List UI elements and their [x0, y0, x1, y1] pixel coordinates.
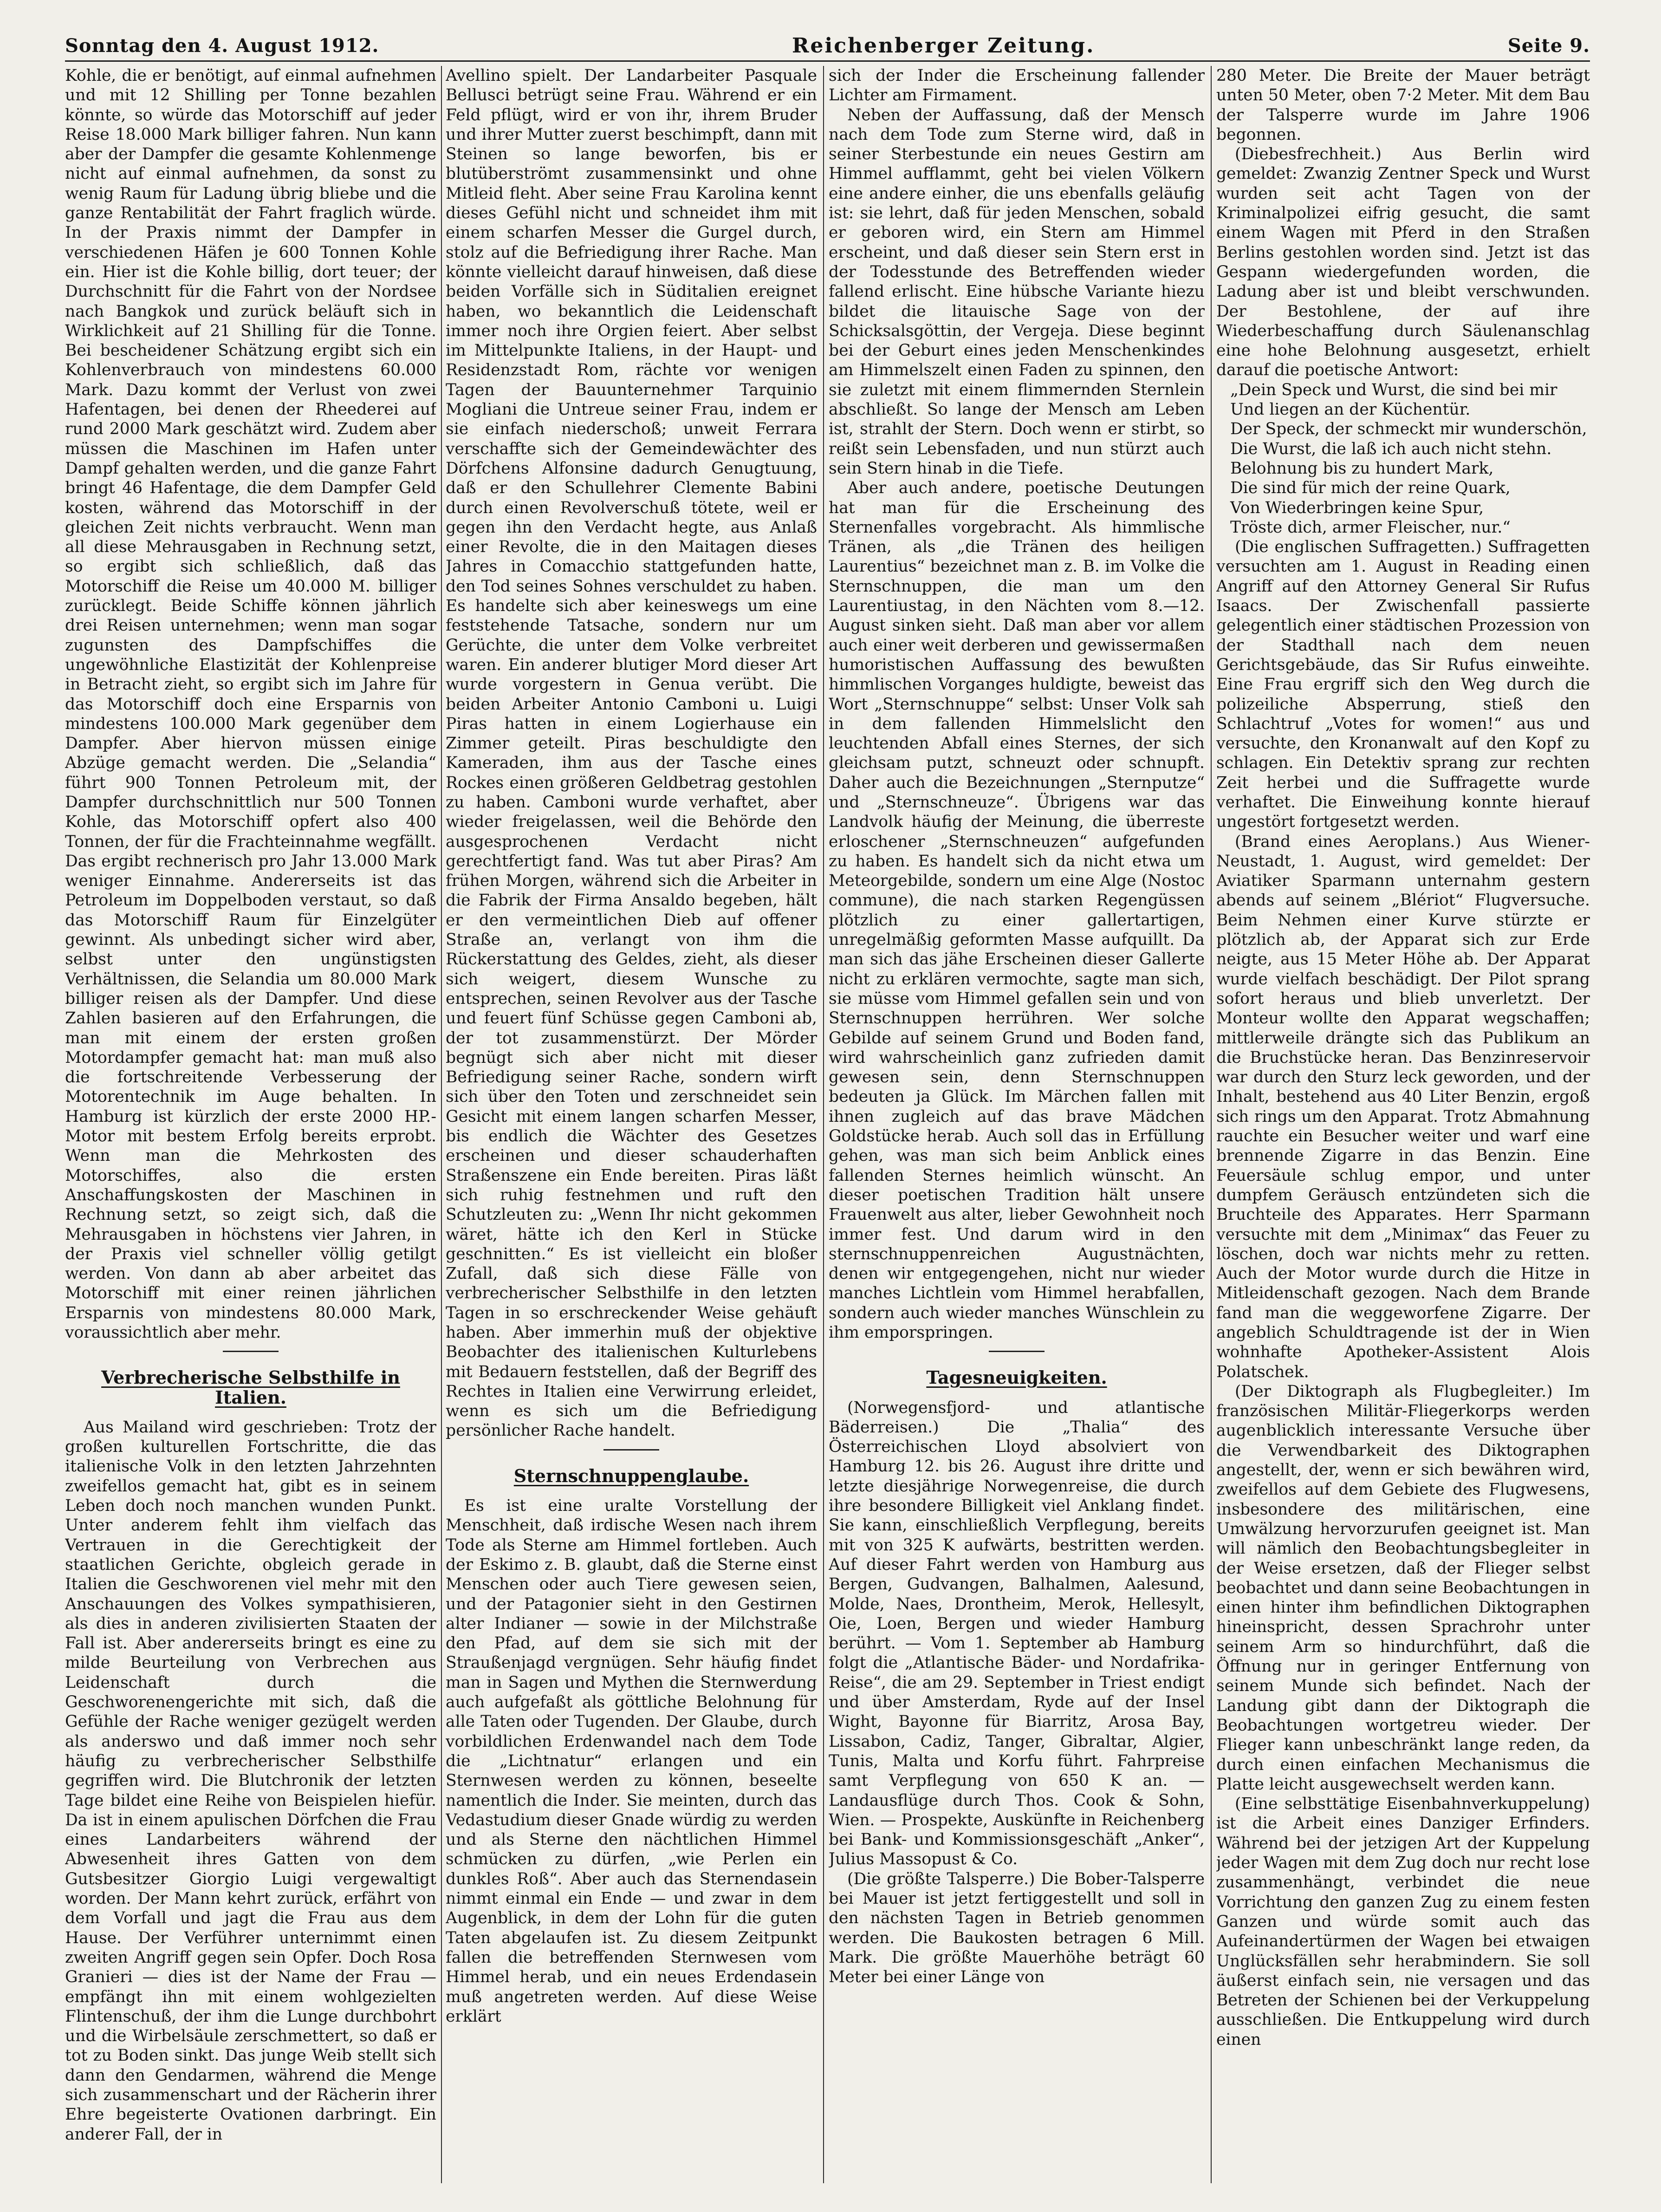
newspaper-title: Reichenberger Zeitung. — [792, 33, 1095, 58]
poem-line: Und liegen an der Küchentür. — [1230, 400, 1471, 419]
poem-line: Belohnung bis zu hundert Mark, — [1230, 459, 1494, 478]
article-divider — [223, 1351, 279, 1352]
poem-line: Die Wurst, die laß ich auch nicht stehn. — [1230, 439, 1552, 458]
column-divider — [1211, 66, 1212, 2183]
article-sternschnuppen-continued: sich der Inder die Erscheinung fallender Lichter am Firmament. — [829, 66, 1205, 105]
issue-date: Sonntag den 4. August 1912. — [65, 34, 379, 57]
column-divider — [441, 66, 442, 2183]
article-motorschiff-continued: Kohle, die er benötigt, auf einmal aufnehmen und mit 12 Shilling per Tonne bezahlen könnte, so würde das Motorschiff auf jeder Reise 18.000 Mark billiger fahren. Nun kann aber der Dampfer die gesamte Kohlenmenge nicht auf einmal aufnehmen, da sonst zu wenig Raum für Ladung übrig bliebe und die ganze Rentabilität der Fahrt fraglich würde. In der Praxis nimmt der Dampfer in verschiedenen Häfen je 600 Tonnen Kohle ein. Hier ist die Kohle billig, dort teuer; der Durchschnitt für die Fahrt von der Nordsee nach Bangkok und zurück beläuft sich in Wirklichkeit auf 21 Shilling für die Tonne. Bei bescheidener Schätzung ergibt sich ein Kohlenverbrauch von mindestens 60.000 Mark. Dazu kommt der Verlust von zwei Hafentagen, bei denen der Rheederei auf rund 2000 Mark geschätzt wird. Zudem aber müssen die Maschinen im Hafen unter Dampf gehalten werden, und die ganze Fahrt bringt 46 Hafentage, die dem Dampfer Geld kosten, während das Motorschiff in der gleichen Zeit nichts verbraucht. Wenn man all diese Mehrausgaben in Rechnung setzt, so ergibt sich schließlich, daß das Motorschiff die Reise um 40.000 M. billiger zurücklegt. Beide Schiffe können jährlich drei Reisen unternehmen; wenn man sogar zugunsten des Dampfschiffes die ungewöhnliche Elastizität der Kohlenpreise in Betracht zieht, so ergibt sich im Jahre für das Motorschiff doch eine Ersparnis von mindestens 100.000 Mark gegenüber dem Dampfer. Aber hiervon müssen einige Abzüge gemacht werden. Die „Selandia“ führt 900 Tonnen Petroleum mit, der Dampfer durchschnittlich nur 500 Tonnen Kohle, das Motorschiff opfert also 400 Tonnen, der für die Frachteinnahme wegfällt. Das ergibt rechnerisch pro Jahr 13.000 Mark weniger Einnahme. Andererseits ist das Petroleum im Doppelboden verstaut, so daß das Motorschiff Raum für Einzelgüter gewinnt. Als unbedingt sicher wird aber, selbst unter den ungünstigsten Verhältnissen, die Selandia um 80.000 Mark billiger reisen als der Dampfer. Und diese Zahlen basieren auf den Erfahrungen, die man mit einem der ersten großen Motordampfer gemacht hat: man muß also die fortschreitende Verbesserung der Motorentechnik im Auge behalten. In Hamburg ist kürzlich der erste 2000 HP.-Motor mit bestem Erfolg bereits erprobt. Wenn man die Mehrkosten des Motorschiffes, also die ersten Anschaffungskosten der Maschinen in Rechnung setzt, so zeigt sich, daß die Mehrausgaben in höchstens vier Jahren, in der Praxis viel schneller völlig getilgt werden. Von dann ab aber arbeitet das Motorschiff mit einer reinen jährlichen Ersparnis von mindestens 80.000 Mark, voraussichtlich aber mehr. — [65, 66, 436, 1342]
news-item-diktograph: (Der Diktograph als Flugbegleiter.) Im französischen Militär-Fliegerkorps werden augenblicklich interessante Versuche über die Verwendbarkeit des Diktographen angestellt, der, wenn er sich bewähren wird, zweifellos auf dem Gebiete des Flugwesens, insbesondere des militärischen, eine Umwälzung hervorzurufen geeignet ist. Man will nämlich den Beobachtungsbegleiter in der Weise ersetzen, daß der Flieger selbst beobachtet und dann seine Beobachtungen in einen hinter ihm befindlichen Diktographen hineinspricht, dessen Sprachrohr unter seinem Arm so hindurchführt, daß die Öffnung nur in geringer Entfernung von seinem Munde sich befindet. Nach der Landung gibt dann der Diktograph die Beobachtungen wortgetreu wieder. Der Flieger kann unbeschränkt lange reden, da durch einen einfachen Mechanismus die Platte leicht ausgewechselt werden kann. — [1216, 1382, 1590, 1794]
heading-sternschnuppenglaube: Sternschnuppenglaube. — [513, 1465, 749, 1486]
news-item-diebesfrechheit: (Diebesfrechheit.) Aus Berlin wird gemeldet: Zwanzig Zentner Speck und Wurst wurden seit acht Tagen von der Kriminalpolizei eifrig gesucht, die samt einem Wagen mit Pferd in den Straßen Berlins gestohlen worden sind. Jetzt ist das Gespann wiedergefunden worden, die Ladung aber ist und bleibt verschwunden. Der Bestohlene, der auf ihre Wiederbeschaffung durch Säulenanschlag eine hohe Belohnung ausgesetzt, erhielt darauf die poetische Antwort: — [1216, 145, 1590, 380]
column-2 — [446, 66, 817, 2183]
news-item-eisenbahnkuppelung: (Eine selbsttätige Eisenbahnverkuppelung) ist die Arbeit eines Danziger Erfinders. Während bei der jetzigen Art der Kuppelung jeder Wagen mit dem Zug doch nur recht lose zusammenhängt, verbindet die neue Vorrichtung den ganzen Zug zu einem festen Ganzen und würde somit auch das Aufeinandertürmen der Wagen bei etwaigen Unglücksfällen sehr herabmindern. Sie soll äußerst einfach sein, nie versagen und das Betreten der Schienen bei der Verkuppelung ausschließen. Die Entkuppelung wird durch einen — [1216, 1795, 1590, 2049]
article-selbsthilfe-text: Aus Mailand wird geschrieben: Trotz der großen kulturellen Fortschritte, die das italienische Volk in den letzten Jahrzehnten zweifellos gemacht hat, gibt es in seinem Leben doch noch manchen wunden Punkt. Unter anderem fehlt ihm vielfach das Vertrauen in die Gerechtigkeit der staatlichen Gerichte, obgleich gerade in Italien die Geschworenen viel mehr mit den Anschauungen des Volkes sympathisieren, als dies in anderen zivilisierten Staaten der Fall ist. Aber andererseits bringt es eine zu milde Beurteilung von Verbrechen aus Leidenschaft durch die Geschworenengerichte mit sich, daß die Gefühle der Rache weniger gezügelt werden als anderswo und daß immer noch sehr häufig zu verbrecherischer Selbsthilfe gegriffen wird. Die Blutchronik der letzten Tage bildet eine Reihe von Beispielen hiefür. Da ist in einem apulischen Dörfchen die Frau eines Landarbeiters während der Abwesenheit ihres Gatten von dem Gutsbesitzer Giorgio Luigi vergewaltigt worden. Der Mann kehrt zurück, erfährt von dem Vorfall und jagt die Frau aus dem Hause. Der Verführer unternimmt einen zweiten Angriff gegen sein Opfer. Doch Rosa Granieri — dies ist der Name der Frau — empfängt ihn mit einem wohlgezielten Flintenschuß, der ihm die Lunge durchbohrt und die Wirbelsäule zerschmettert, so daß er tot zu Boden sinkt. Das junge Weib stellt sich dann den Gendarmen, während die Menge sich zusammenschart und der Rächerin ihrer Ehre begeisterte Ovationen darbringt. Ein anderer Fall, der in — [65, 1418, 436, 2144]
article-selbsthilfe-continued: Avellino spielt. Der Landarbeiter Pasquale Bellusci betrügt seine Frau. Während er ein Feld pflügt, wird er von ihr, ihrem Bruder und ihrer Mutter zuerst beschimpft, dann mit Steinen so lange beworfen, bis er blutüberströmt zusammensinkt und ohne Mitleid fleht. Aber seine Frau Karolina kennt dieses Gefühl nicht und schneidet ihm mit einem scharfen Messer die Gurgel durch, stolz auf die Befriedigung ihrer Rache. Man könnte vielleicht darauf hinweisen, daß diese beiden Vorfälle sich in Süditalien ereignet haben, wo bekanntlich die Leidenschaft immer noch ihre Orgien feiert. Aber selbst im Mittelpunkte Italiens, in der Haupt- und Residenzstadt Rom, rächte vor wenigen Tagen der Bauunternehmer Tarquinio Mogliani die Untreue seiner Frau, indem er sie einfach niederschoß; unweit Ferrara verschaffte sich der Gemeindewächter des Dörfchens Alfonsine dadurch Genugtuung, daß er den Schullehrer Clemente Babini durch einen Revolverschuß tötete, weil er gegen ihn den Verdacht hegte, aus Anlaß einer Revolte, die in den Maitagen dieses Jahres in Comacchio stattgefunden hatte, den Tod seines Sohnes verschuldet zu haben. Es handelte sich aber keineswegs um eine feststehende Tatsache, sondern nur um Gerüchte, die unter dem Volke verbreitet waren. Ein anderer blutiger Mord dieser Art wurde vorgestern in Genua verübt. Die beiden Arbeiter Antonio Camboni u. Luigi Piras hatten in einem Logierhause ein Zimmer geteilt. Piras beschuldigte den Kameraden, ihm aus der Tasche eines Rockes einen größeren Geldbetrag gestohlen zu haben. Camboni wurde verhaftet, aber wieder freigelassen, weil die Behörde den ausgesprochenen Verdacht nicht gerechtfertigt fand. Was tut aber Piras? Am frühen Morgen, während sich die Arbeiter in die Fabrik der Firma Ansaldo begeben, hält er den vermeintlichen Dieb auf offener Straße an, verlangt von ihm die Rückerstattung des Geldes, zieht, als dieser sich weigert, diesem Wunsche zu entsprechen, seinen Revolver aus der Tasche und feuert fünf Schüsse gegen Camboni ab, der tot zusammenstürzt. Der Mörder begnügt sich aber nicht mit dieser Befriedigung seiner Rache, sondern wirft sich über den Toten und zerschneidet sein Gesicht mit einem langen scharfen Messer, bis endlich die Wächter des Gesetzes erscheinen und dieser schauderhaften Straßenszene ein Ende bereiten. Piras läßt sich ruhig festnehmen und ruft den Schutzleuten zu: „Wenn Ihr nicht gekommen wäret, hätte ich den Kerl in Stücke geschnitten.“ Es ist vielleicht ein bloßer Zufall, daß sich diese Fälle von verbrecherischer Selbsthilfe in den letzten Tagen in so erschreckender Weise gehäuft haben. Aber immerhin muß der objektive Beobachter des italienischen Kulturlebens mit Bedauern feststellen, daß der Begriff des Rechtes in Italien eine Verwirrung erleidet, wenn es sich um die Befriedigung persönlicher Rache handelt. — [446, 66, 817, 1440]
article-divider — [989, 1351, 1045, 1352]
poem-line: Von Wiederbringen keine Spur, — [1230, 498, 1484, 517]
news-item-talsperre-continued: 280 Meter. Die Breite der Mauer beträgt unten 50 Meter, oben 7·2 Meter. Mit dem Bau der Talsperre wurde im Jahre 1906 begonnen. — [1216, 66, 1590, 144]
poem-line: „Dein Speck und Wurst, die sind bei mir — [1230, 380, 1557, 399]
heading-selbsthilfe-italien: Verbrecherische Selbsthilfe in Italien. — [101, 1367, 400, 1408]
paragraph: Neben der Auffassung, daß der Mensch nach dem Tode zum Sterne wird, daß in seiner Sterbestunde ein neues Gestirn am Himmel aufflammt, geht bei vielen Völkern eine andere einher, die uns ebenfalls geläufig ist: sie lehrt, daß für jeden Menschen, sobald er geboren wird, ein Stern am Himmel erscheint, und daß dieser sein Stern erst in der Todesstunde des Betreffenden wieder fallend erlischt. Eine hübsche Variante hiezu bildet die litauische Sage von der Schicksalsgöttin, der Vergeja. Diese beginnt bei der Geburt eines jeden Menschenkindes am Himmelszelt einen Faden zu spinnen, den sie zuletzt mit einem flimmernden Sternlein abschließt. So lange der Mensch am Leben ist, strahlt der Stern. Doch wenn er stirbt, so reißt sein Lebensfaden, und nun stürzt auch sein Stern hinab in die Tiefe. — [829, 105, 1205, 478]
news-item-suffragetten: (Die englischen Suffragetten.) Suffragetten versuchten am 1. August in Reading einen Angriff auf den Attorney General Sir Rufus Isaacs. Der Zwischenfall passierte gelegentlich einer städtischen Prozession von der Stadthall nach dem neuen Gerichtsgebäude, das Sir Rufus einweihte. Eine Frau ergriff sich den Weg durch die polizeiliche Absperrung, stieß den Schlachtruf „Votes for women!“ aus und versuchte, den Kronanwalt auf den Kopf zu schlagen. Ein Detektiv sprang zur rechten Zeit herbei und die Suffragette wurde verhaftet. Die Einweihung konnte hierauf ungestört fortgesetzt werden. — [1216, 538, 1590, 832]
news-item-aeroplan: (Brand eines Aeroplans.) Aus Wiener-Neustadt, 1. August, wird gemeldet: Der Aviatiker Sparmann unternahm gestern abends auf seinem „Blériot“ Flugversuche. Beim Nehmen einer Kurve stürzte er plötzlich ab, der Apparat sich zur Erde neigte, aus 15 Meter Höhe ab. Der Apparat wurde vielfach beschädigt. Der Pilot sprang sofort heraus und blieb unverletzt. Der Monteur wollte den Apparat wegschaffen; mittlerweile drängte sich das Publikum an die Bruchstücke heran. Das Benzinreservoir war durch den Sturz leck geworden, und der Inhalt, bestehend aus 40 Liter Benzin, ergoß sich rings um den Apparat. Trotz Abmahnung rauchte ein Besucher weiter und warf eine brennende Zigarre in das Benzin. Eine Feuersäule schlug empor, und unter dumpfem Geräusch entzündeten sich die Bruchteile des Apparates. Herr Sparmann versuchte mit dem „Minimax“ das Feuer zu löschen, doch war nichts mehr zu retten. Auch der Motor wurde durch die Hitze in Mitleidenschaft gezogen. Nach dem Brande fand man die weggeworfene Zigarre. Der angeblich Schuldtragende ist der in Wien wohnhafte Apotheker-Assistent Alois Polatschek. — [1216, 832, 1590, 1381]
heading-tagesneuigkeiten: Tagesneuigkeiten. — [926, 1367, 1107, 1388]
news-item-talsperre: (Die größte Talsperre.) Die Bober-Talsperre bei Mauer ist jetzt fertiggestellt und soll in den nächsten Tagen in Betrieb genommen werden. Die Baukosten betragen 6 Mill. Mark. Die größte Mauerhöhe beträgt 60 Meter bei einer Länge von — [829, 1869, 1205, 1987]
poem-line: Der Speck, der schmeckt mir wunderschön, — [1230, 420, 1587, 439]
poem-line: Tröste dich, armer Fleischer, nur.“ — [1230, 518, 1511, 537]
column-divider — [823, 66, 824, 2183]
poem-line: Die sind für mich der reine Quark, — [1230, 479, 1511, 498]
column-3 — [829, 66, 1205, 2183]
page-number: Seite 9. — [1507, 34, 1590, 57]
column-4 — [1216, 66, 1590, 2183]
header-rule — [65, 60, 1590, 62]
masthead — [65, 32, 1590, 59]
article-divider — [603, 1449, 659, 1451]
column-1 — [65, 66, 436, 2183]
paragraph: Aber auch andere, poetische Deutungen hat man für die Erscheinung des Sternenfalles vorgebracht. Als himmlische Tränen, als „die Tränen des heiligen Laurentius“ bezeichnet man z. B. im Volke die Sternschnuppen, die man um den Laurentiustag, in den Nächten vom 8.—12. August sinken sieht. Daß man aber vor allem auch einer weit derberen und gewissermaßen humoristischen Auffassung des bewußten himmlischen Vorganges huldigte, beweist das Wort „Sternschnuppe“ selbst: Unser Volk sah in dem fallenden Himmelslicht den leuchtenden Abfall eines Sternes, der sich gleichsam putzt, schneuzt oder schnupft. Daher auch die Bezeichnungen „Sternputze“ und „Sternschneuze“. Übrigens war das Landvolk häufig der Meinung, die überreste erloschener „Sternschneuzen“ aufgefunden zu haben. Es handelt sich da nicht etwa um Meteorgebilde, sondern um eine Alge (Nostoc commune), die nach starken Regengüssen plötzlich zu einer gallertartigen, unregelmäßig geformten Masse aufquillt. Da man sich das jähe Erscheinen dieser Gallerte nicht zu erklären vermochte, sagte man sich, sie müsse vom Himmel gefallen sein und von Sternschnuppen herrühren. Wer solche Gebilde auf seinem Grund und Boden fand, wird wahrscheinlich ganz zufrieden damit gewesen sein, denn Sternschnuppen bedeuten ja Glück. Im Märchen fallen mit ihnen zugleich auf das brave Mädchen Goldstücke herab. Auch soll das in Erfüllung gehen, was man sich beim Anblick eines fallenden Sternes heimlich wünscht. An dieser poetischen Tradition hält unsere Frauenwelt aus alter, lieber Gewohnheit noch immer fest. Und darum wird in den sternschnuppenreichen Augustnächten, denen wir entgegengehen, nicht nur wieder manches Lichtlein vom Himmel herabfallen, sondern auch wieder manches Wünschlein zu ihm emporspringen. — [829, 479, 1205, 1342]
news-item-norwegen: (Norwegensfjord- und atlantische Bäderreisen.) Die „Thalia“ des Österreichischen Lloyd absolviert von Hamburg 12. bis 26. August ihre dritte und letzte diesjährige Norwegenreise, die durch ihre besondere Billigkeit viel Anklang findet. Sie kann, einschließlich Verpflegung, bereits mit von 325 K aufwärts, bestritten werden. Auf dieser Fahrt werden von Hamburg aus Bergen, Gudvangen, Balhalmen, Aalesund, Molde, Naes, Drontheim, Merok, Hellesylt, Oie, Loen, Bergen und wieder Hamburg berührt. — Vom 1. September ab Hamburg folgt die „Atlantische Bäder- und Nordafrika-Reise“, die am 29. September in Triest endigt und über Amsterdam, Ryde auf der Insel Wight, Bayonne für Biarritz, Arosa Bay, Lissabon, Cadiz, Tanger, Gibraltar, Algier, Tunis, Malta und Korfu führt. Fahrpreise samt Verpflegung von 650 K an. — Landausflüge durch Thos. Cook & Sohn, Wien. — Prospekte, Auskünfte in Reichenberg bei Bank- und Kommissionsgeschäft „Anker“, Julius Massopust & Co. — [829, 1398, 1205, 1869]
article-sternschnuppen-text: Es ist eine uralte Vorstellung der Menschheit, daß irdische Wesen nach ihrem Tode als Sterne am Himmel fortleben. Auch der Eskimo z. B. glaubt, daß die Sterne einst Menschen oder auch Tiere gewesen seien, und der Patagonier sieht in den Gestirnen alter Indianer — sowie in der Milchstraße den Pfad, auf dem sie sich mit der Straußenjagd vergnügen. Sehr häufig findet man in Sagen und Mythen die Sternwerdung auch aufgefaßt als göttliche Belohnung für alle Taten oder Tugenden. Der Glaube, durch vorbildlichen Erdenwandel nach dem Tode die „Lichtnatur“ erlangen und ein Sternwesen werden zu können, beseelte namentlich die Inder. Sie meinten, durch das Vedastudium dieser Gnade würdig zu werden und als Sterne den nächtlichen Himmel schmücken zu dürfen, „wie Perlen ein dunkles Roß“. Aber auch das Sternendasein nimmt einmal ein Ende — und zwar in dem Augenblick, in dem der Lohn für die guten Taten abgelaufen ist. Zu diesem Zeitpunkt fallen die betreffenden Sternwesen vom Himmel herab, und ein neues Erdendasein muß angetreten werden. Auf diese Weise erklärt — [446, 1496, 817, 2026]
